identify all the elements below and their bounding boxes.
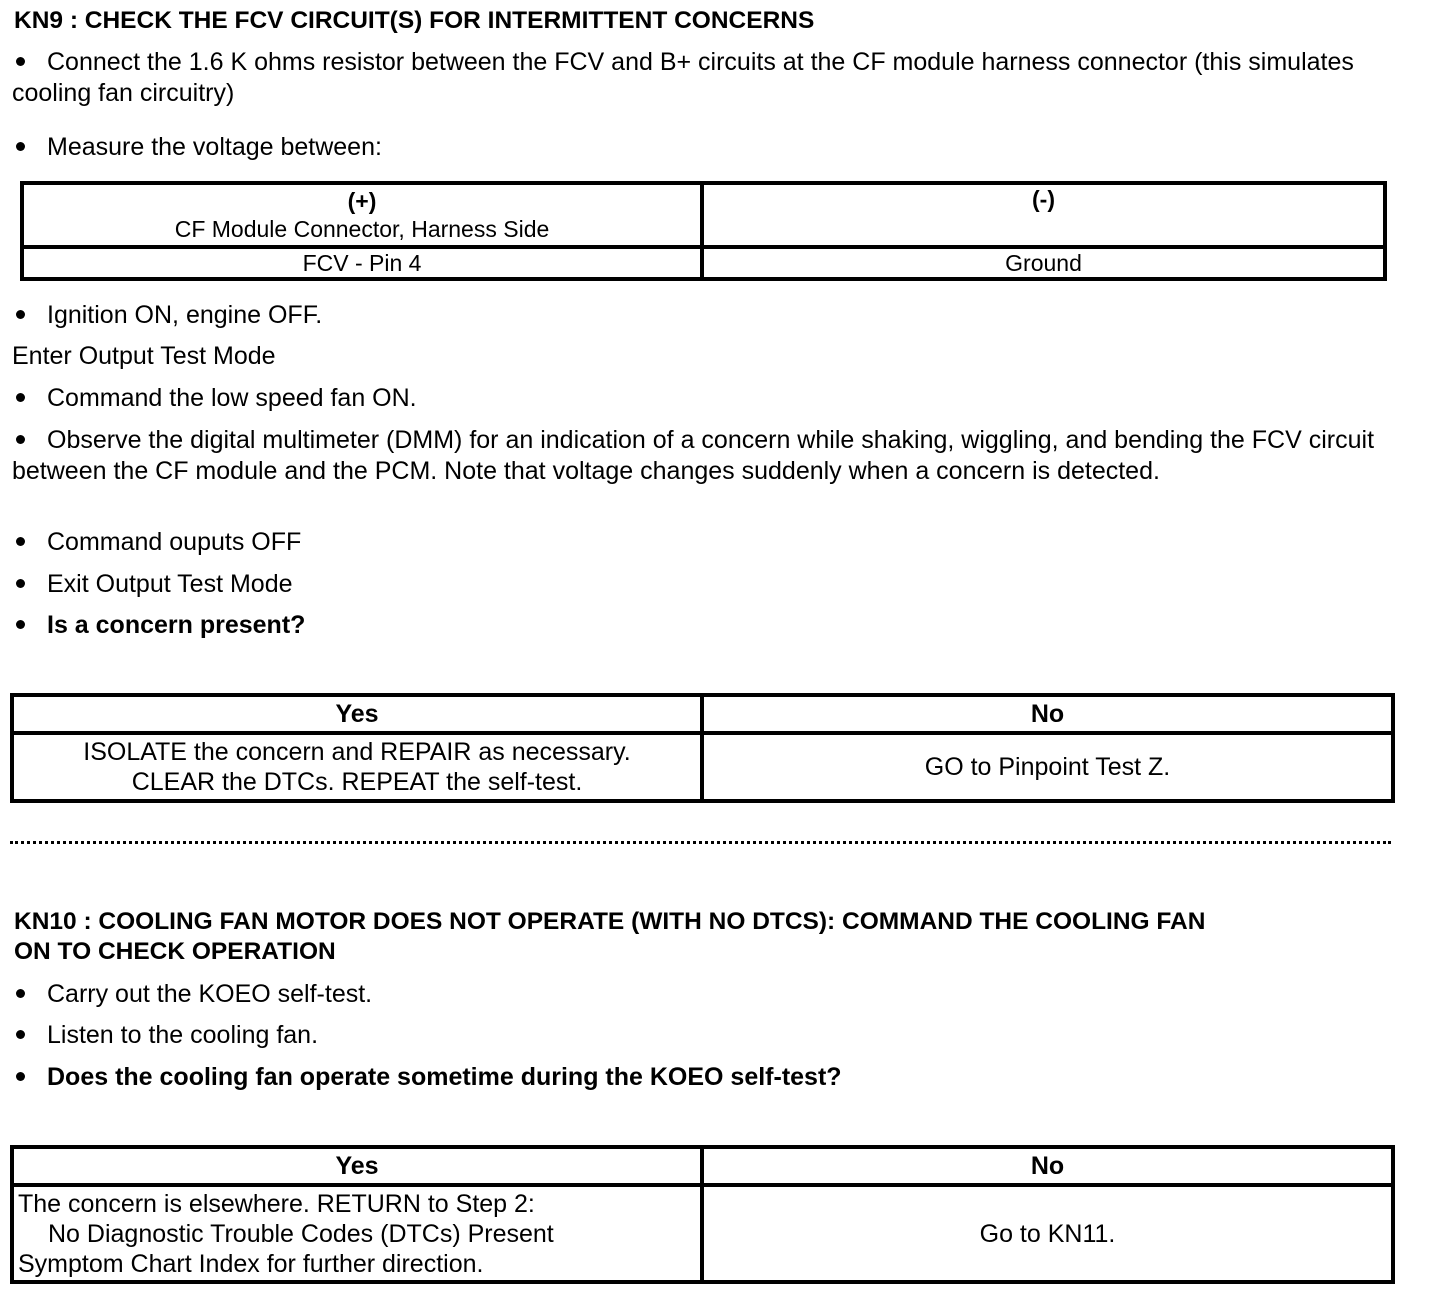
kn10-step-listen (12, 1020, 318, 1051)
bullet-icon (16, 57, 25, 66)
kn9-question (12, 610, 305, 641)
no-header-cell: No (702, 695, 1393, 733)
bullet-icon (16, 1072, 25, 1081)
kn10-heading-line1: KN10 : COOLING FAN MOTOR DOES NOT OPERATE (WITH NO DTCS): COMMAND THE COOLING FAN (14, 908, 1206, 935)
minus-header: (-) (1032, 186, 1055, 212)
bullet-icon (16, 142, 25, 151)
kn9-step4-text: Command the low speed fan ON. (47, 384, 417, 412)
yes-action-line1: ISOLATE the concern and REPAIR as necessary. (83, 738, 631, 766)
kn9-step6-text: Command ouputs OFF (47, 528, 302, 556)
kn9-step3-text: Ignition ON, engine OFF. (47, 301, 323, 329)
yes-action-line2 (18, 1219, 700, 1249)
table-row (12, 1147, 1393, 1185)
kn10-step1-text: Carry out the KOEO self-test. (47, 980, 373, 1008)
plus-header: (+) (347, 188, 377, 214)
kn10-question (12, 1062, 842, 1093)
plus-value-cell: FCV - Pin 4 (22, 247, 702, 279)
bullet-icon (16, 310, 25, 319)
table-row (22, 183, 1385, 247)
section-divider (10, 841, 1391, 844)
kn9-step-exit-mode (12, 569, 293, 600)
table-row (12, 1185, 1393, 1282)
kn10-step-self-test (12, 979, 372, 1010)
table-row (22, 247, 1385, 279)
table-row (12, 695, 1393, 733)
kn9-step-connect-resistor (12, 47, 1402, 109)
kn9-question-text: Is a concern present? (47, 611, 306, 639)
no-action-cell: Go to KN11. (702, 1185, 1393, 1282)
minus-header-cell (702, 183, 1385, 247)
yes-action-line3: Symptom Chart Index for further direction. (18, 1249, 484, 1278)
yes-action-cell (12, 733, 702, 801)
bullet-icon (16, 1030, 25, 1039)
kn10-step2-text: Listen to the cooling fan. (47, 1021, 319, 1049)
bullet-icon (16, 537, 25, 546)
yes-header-cell: Yes (12, 695, 702, 733)
kn9-heading: KN9 : CHECK THE FCV CIRCUIT(S) FOR INTERMITTENT CONCERNS (14, 7, 815, 34)
kn9-mode-text: Enter Output Test Mode (12, 342, 276, 370)
minus-value-cell: Ground (702, 247, 1385, 279)
bullet-icon (16, 393, 25, 402)
yes-header-cell: Yes (12, 1147, 702, 1185)
bullet-icon (16, 435, 25, 444)
kn9-step-measure (12, 132, 382, 163)
no-header-cell: No (702, 1147, 1393, 1185)
kn9-step2-text: Measure the voltage between: (47, 133, 382, 161)
kn9-step-ignition (12, 300, 322, 331)
no-action-cell: GO to Pinpoint Test Z. (702, 733, 1393, 801)
bullet-icon (16, 620, 25, 629)
kn9-step-outputs-off (12, 527, 301, 558)
kn9-step-command-fan (12, 383, 417, 414)
kn10-question-text: Does the cooling fan operate sometime during the KOEO self-test? (47, 1063, 842, 1091)
plus-header-cell (22, 183, 702, 247)
bullet-icon (16, 579, 25, 588)
kn9-measure-table (20, 181, 1387, 281)
plus-subheader: CF Module Connector, Harness Side (174, 216, 550, 242)
kn9-step1-text: Connect the 1.6 K ohms resistor between the FCV and B+ circuits at the CF module harness connector (this simulates cooling fan circuitry) (12, 48, 1354, 107)
kn9-step5-text: Observe the digital multimeter (DMM) for an indication of a concern while shaking, wiggling, and bending the FCV circuit between the CF module and the PCM. Note that voltage changes suddenly when a concern is detected. (12, 426, 1375, 485)
kn10-heading-line2: ON TO CHECK OPERATION (14, 938, 336, 965)
yes-action-line2: CLEAR the DTCs. REPEAT the self-test. (131, 768, 583, 796)
yes-action-line1: The concern is elsewhere. RETURN to Step 2: (18, 1189, 535, 1218)
table-row (12, 733, 1393, 801)
kn10-result-table (10, 1145, 1395, 1284)
kn9-result-table (10, 693, 1395, 803)
kn9-step7-text: Exit Output Test Mode (47, 570, 293, 598)
yes-action-line2-text: No Diagnostic Trouble Codes (DTCs) Present (48, 1219, 554, 1248)
yes-action-cell (12, 1185, 702, 1282)
kn9-step-observe (12, 425, 1402, 487)
bullet-icon (16, 989, 25, 998)
